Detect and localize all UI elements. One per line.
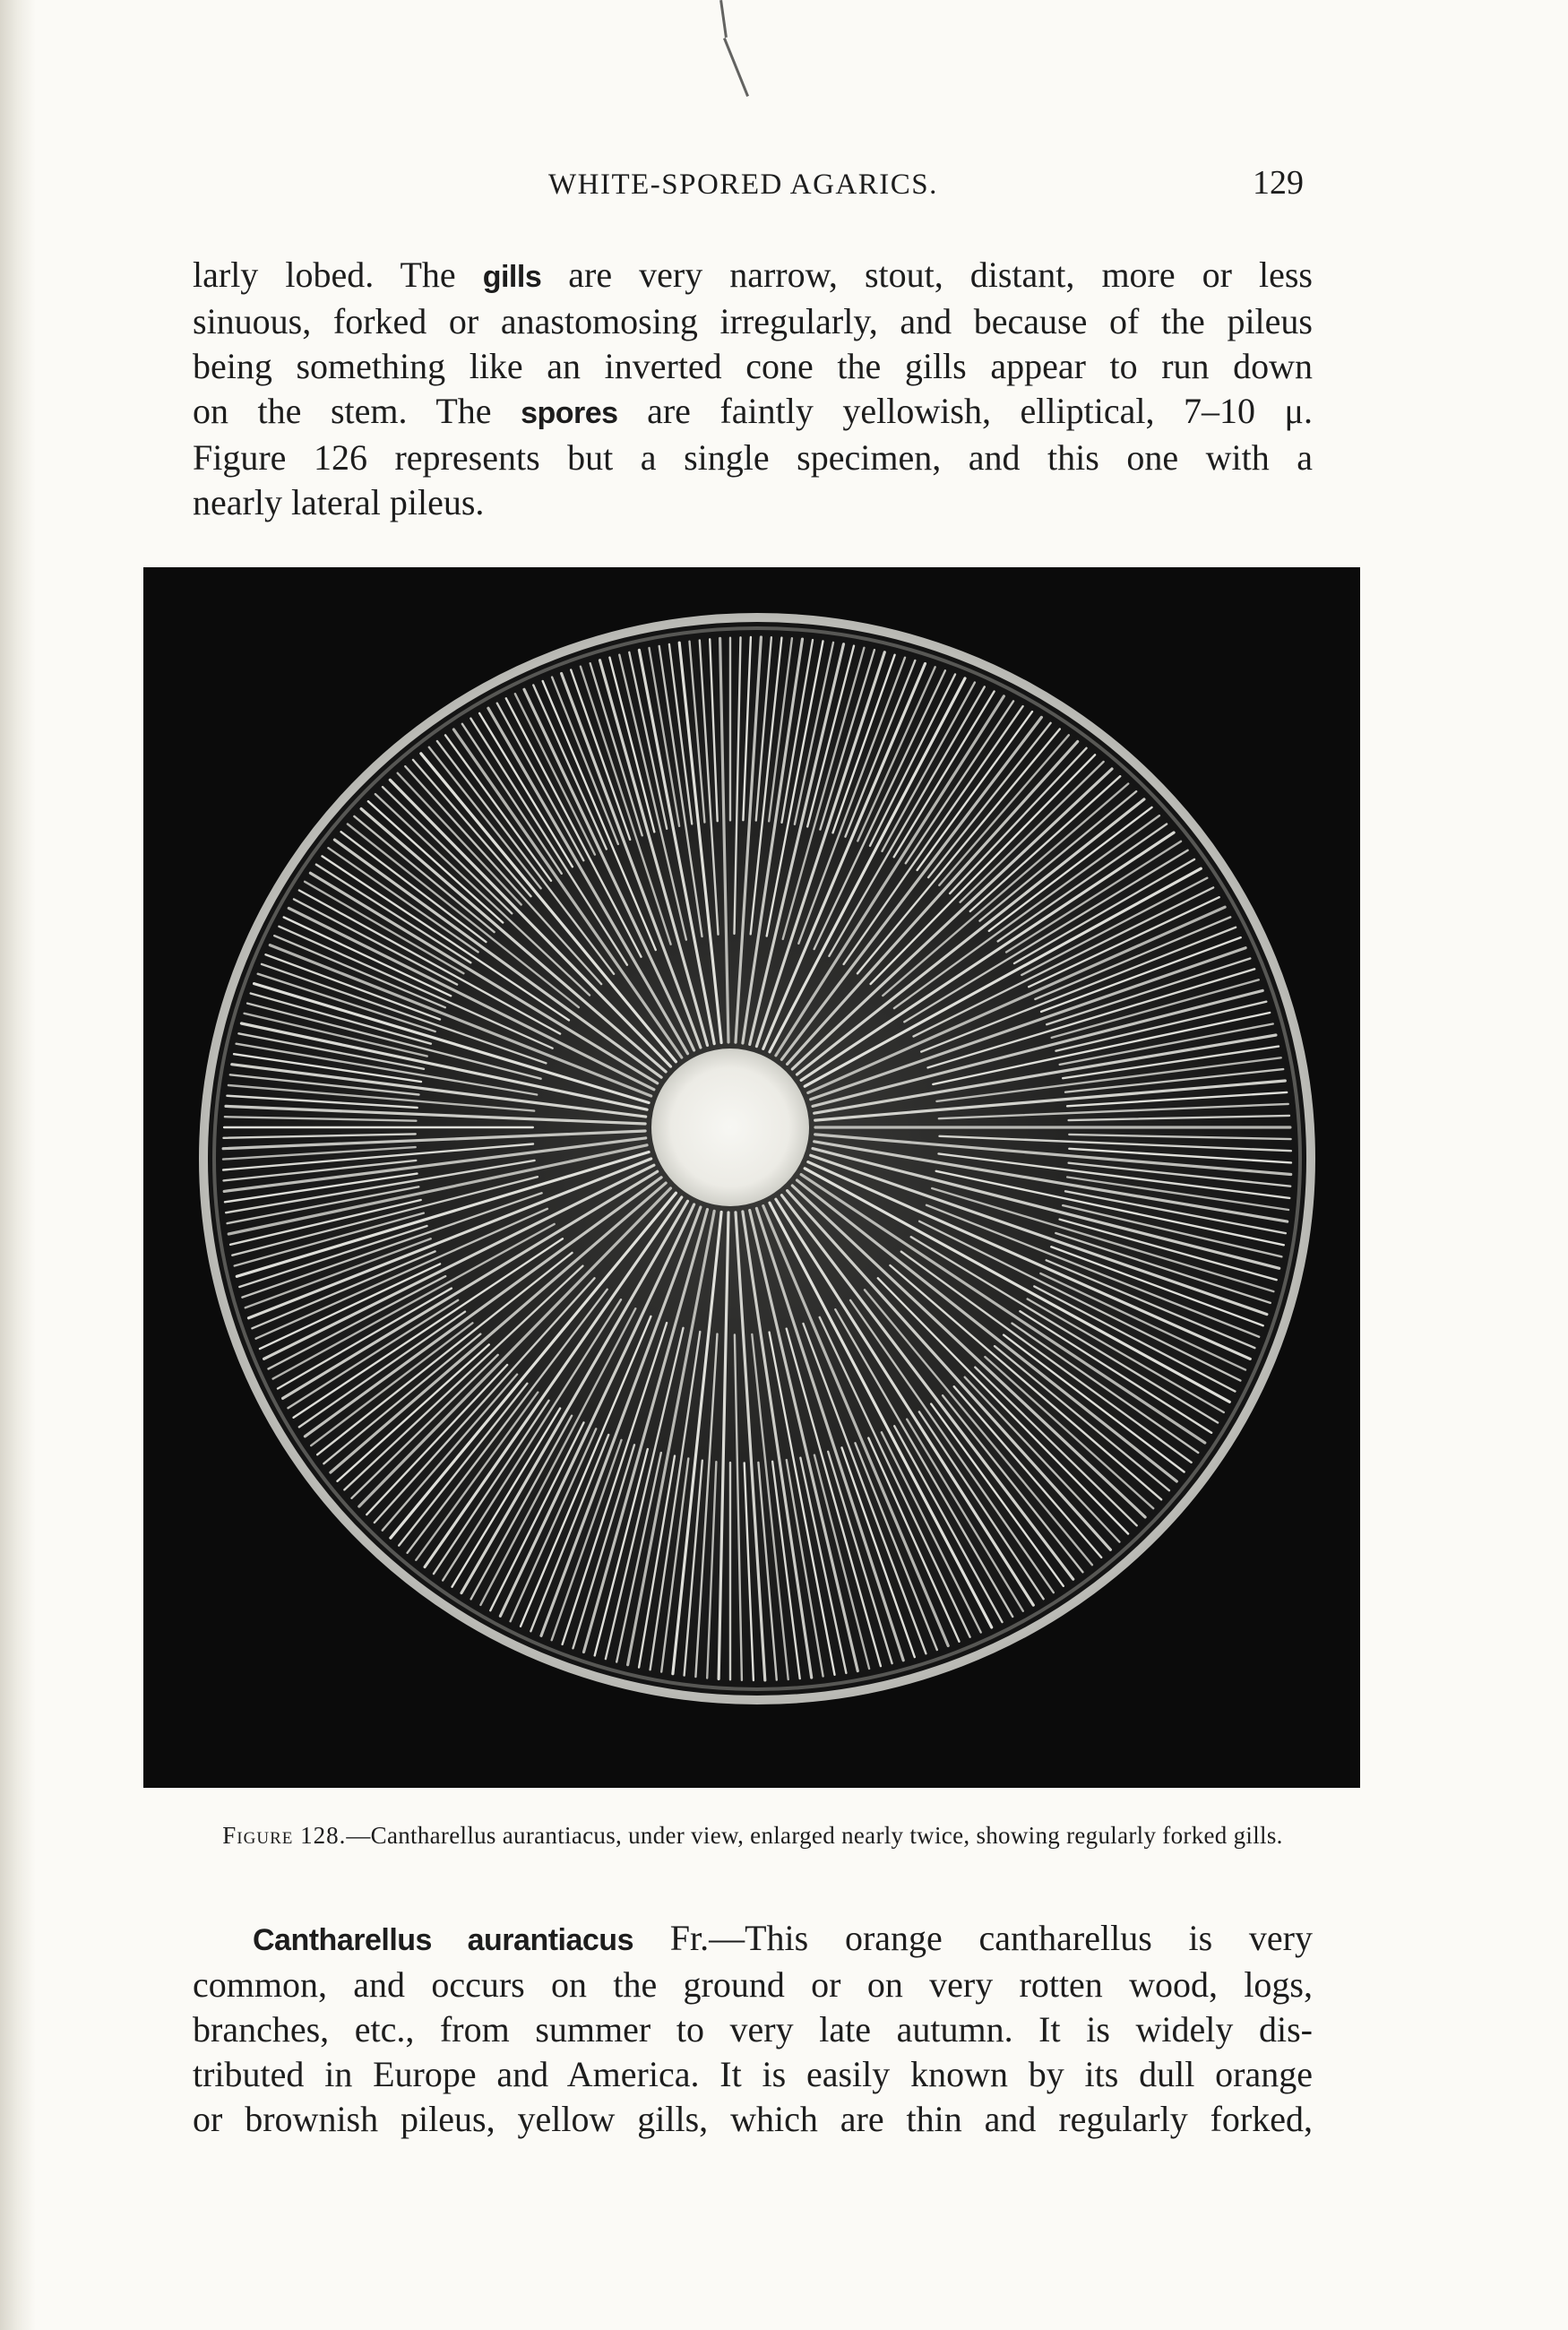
text-line: being something like an inverted cone the gills appear to run down bbox=[193, 346, 1313, 386]
page-edge-shadow bbox=[0, 0, 36, 2330]
term-spores: spores bbox=[521, 396, 618, 430]
ink-mark bbox=[723, 38, 749, 97]
page-header bbox=[0, 164, 1568, 213]
figure-caption bbox=[134, 1821, 1371, 1850]
text-line: nearly lateral pileus. bbox=[193, 482, 485, 522]
text-line: tributed in Europe and America. It is easily known by its dull orange bbox=[193, 2054, 1313, 2094]
text-line: on the stem. The spores are faintly yellowish, elliptical, 7–10 μ. bbox=[193, 391, 1313, 431]
caption-text: —Cantharellus aurantiacus, under view, enlarged nearly twice, showing regularly forked gills. bbox=[346, 1822, 1283, 1849]
text-line: branches, etc., from summer to very late autumn. It is widely dis- bbox=[193, 2009, 1313, 2050]
ink-mark bbox=[719, 0, 728, 38]
paragraph-gills-description bbox=[193, 253, 1313, 525]
text-line: common, and occurs on the ground or on very rotten wood, logs, bbox=[193, 1964, 1313, 2005]
text-line: or brownish pileus, yellow gills, which are thin and regularly forked, bbox=[193, 2099, 1313, 2139]
running-head: WHITE-SPORED AGARICS. bbox=[548, 168, 938, 201]
mushroom-gills-illustration bbox=[143, 567, 1360, 1788]
figure-mushroom-photo bbox=[143, 567, 1360, 1788]
paragraph-cantharellus-aurantiacus bbox=[193, 1916, 1313, 2142]
term-gills: gills bbox=[482, 260, 542, 294]
text-line: Cantharellus aurantiacus Fr.—This orange cantharellus is very bbox=[253, 1918, 1313, 1958]
text-line: sinuous, forked or anastomosing irregularly, and because of the pileus bbox=[193, 301, 1313, 341]
caption-label: Figure 128. bbox=[222, 1822, 347, 1849]
text-line: larly lobed. The gills are very narrow, stout, distant, more or less bbox=[193, 255, 1314, 295]
text-line: Figure 126 represents but a single specimen, and this one with a bbox=[193, 437, 1313, 478]
page-number: 129 bbox=[1253, 164, 1304, 202]
stem-base-center bbox=[651, 1048, 809, 1206]
term-species: Cantharellus aurantiacus bbox=[253, 1923, 633, 1957]
